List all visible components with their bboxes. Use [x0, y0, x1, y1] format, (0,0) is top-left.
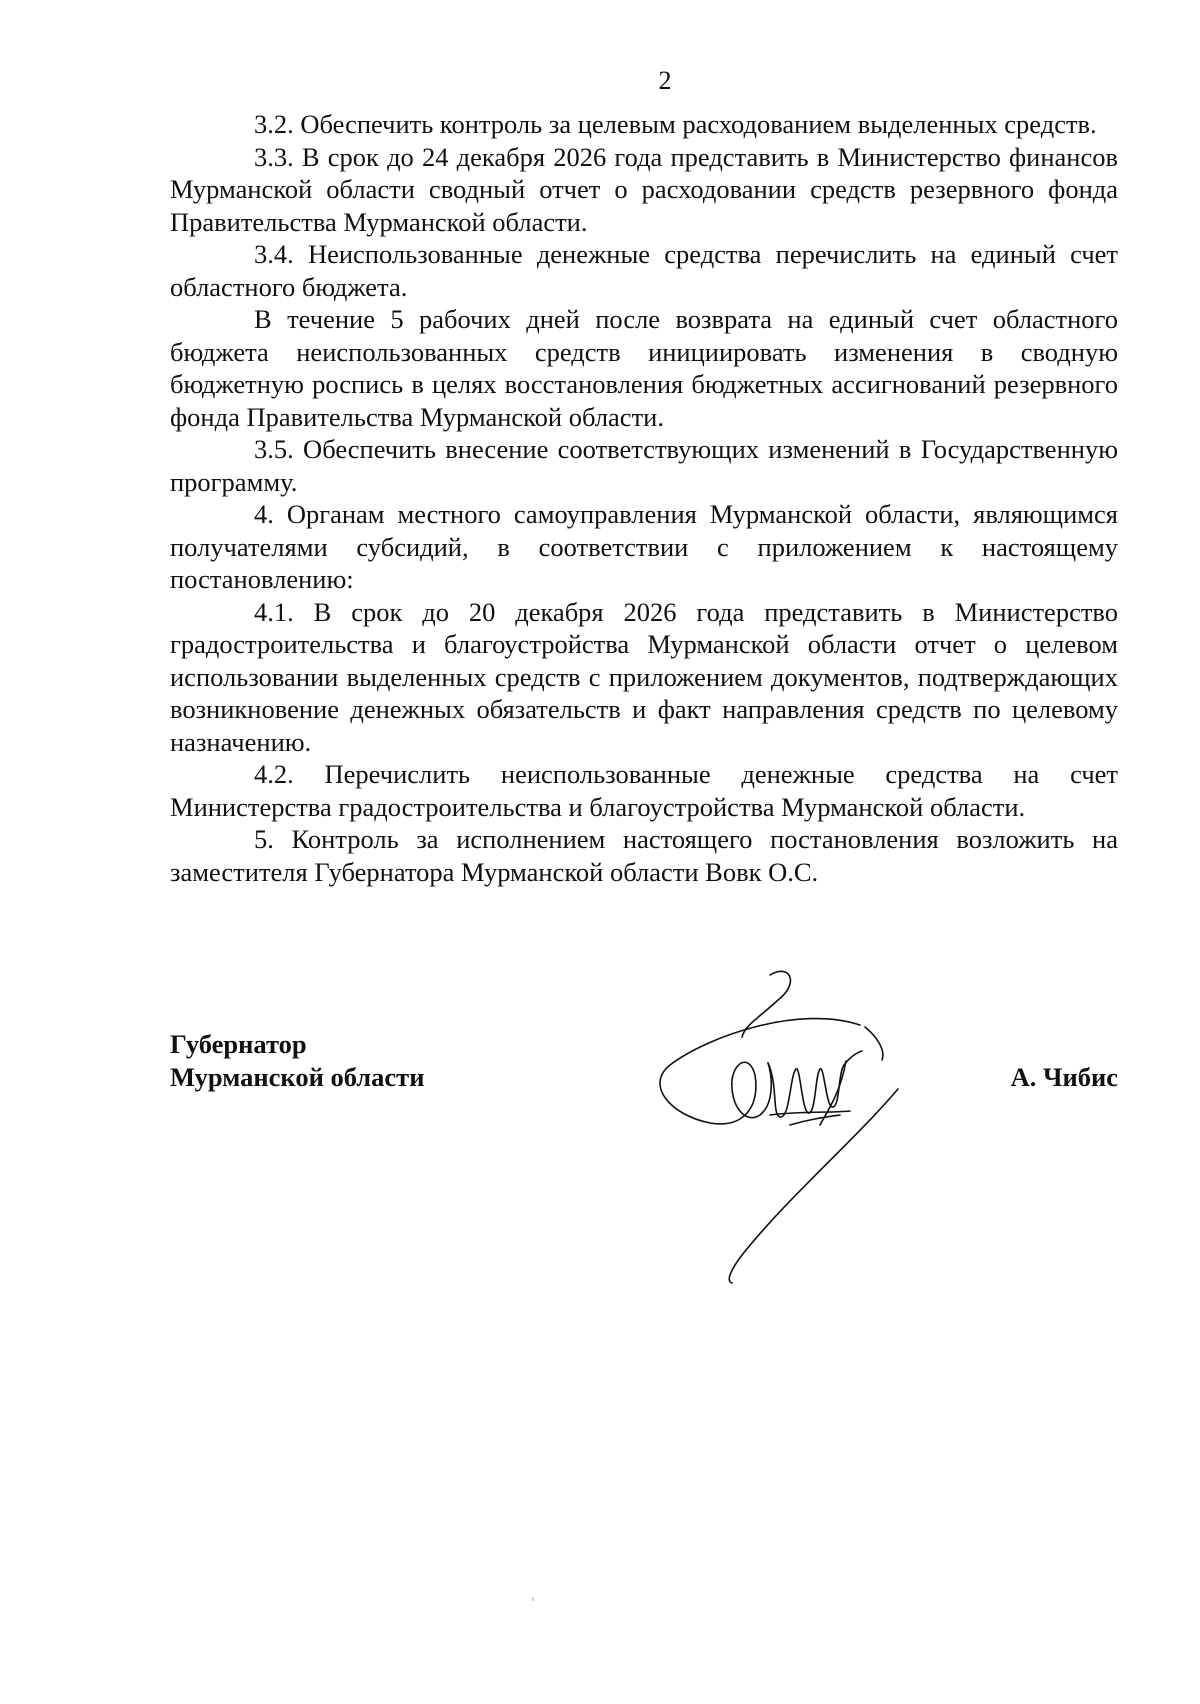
paragraph-4: 4. Органам местного самоуправления Мурманской области, являющимся получателями субсидий, в соответствии с приложением к настоящему постановлению: [170, 499, 1118, 594]
paragraph-4-1: 4.1. В срок до 20 декабря 2026 года представить в Министерство градостроительства и благоустройства Мурманской области отчет о целевом использовании выделенных средств с приложением документов, подтверждающих возникновение денежных обязательств и факт направления средств по целевому назначению. [170, 596, 1118, 757]
handwritten-signature [650, 965, 950, 1285]
paragraph-3-5: 3.5. Обеспечить внесение соответствующих изменений в Государственную программу. [170, 434, 1118, 497]
paragraph-4-2: 4.2. Перечислить неиспользованные денежные средства на счет Министерства градостроительства и благоустройства Мурманской области. [170, 759, 1118, 822]
paragraph-3-4-continued: В течение 5 рабочих дней после возврата на единый счет областного бюджета неиспользованных средств инициировать изменения в сводную бюджетную роспись в целях восстановления бюджетных ассигнований резервного фонда Правительства Мурманской области. [170, 304, 1118, 432]
signer-title-line1: Губернатор [170, 1029, 307, 1059]
page-number: 2 [658, 66, 672, 95]
paragraph-5: 5. Контроль за исполнением настоящего постановления возложить на заместителя Губернатора Мурманской области Вовк О.С. [170, 824, 1118, 887]
document-body [170, 108, 1118, 888]
paragraph-3-4: 3.4. Неиспользованные денежные средства перечислить на единый счет областного бюджета. [170, 239, 1118, 302]
paragraph-3-2: 3.2. Обеспечить контроль за целевым расходованием выделенных средств. [254, 109, 1097, 139]
signer-title-line2: Мурманской области [170, 1062, 425, 1092]
signature-block [170, 1028, 1118, 1094]
signer-name: А. Чибис [1010, 1062, 1118, 1092]
scan-artifact [532, 1597, 534, 1601]
paragraph-3-3: 3.3. В срок до 24 декабря 2026 года представить в Министерство финансов Мурманской области сводный отчет о расходовании средств резервного фонда Правительства Мурманской области. [170, 141, 1118, 237]
